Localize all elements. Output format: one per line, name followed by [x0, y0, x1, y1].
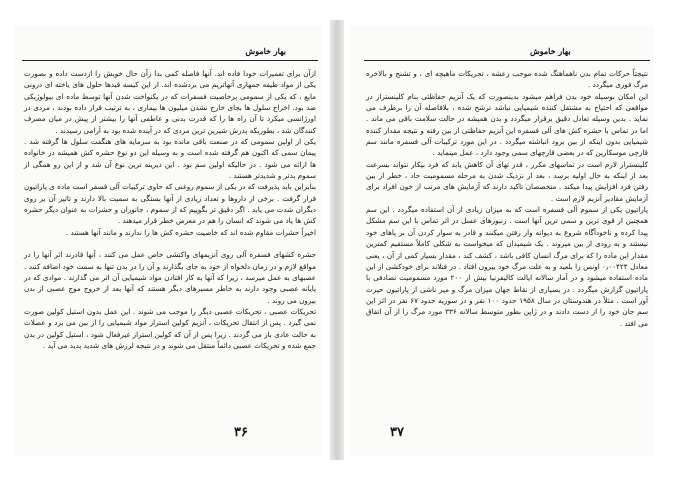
running-head: بهار خاموش	[245, 46, 286, 56]
paragraph: ازآن برای تعمیرات خودا فاده اند. آنها فاصله کمی بدا زآن حال خویش را ازدست داده و بصورت یکی از مواد ظیفه جمهاری آنهاتریم می بردشده اند. از این کیسه قیدها حلول های یاخته ای درونی مایع ، که یکی از سمومی پرخاصیت فسفرات که در یکنواخت شدن آنها توسط ماده ای بیولوژیکی ضد بود. اخراج سلول ها بجای خارج نشدن میلیون ها بیماری ، به ترتیب قرار داده بودند ، مردی در اورژانسی میکرد تا آن راه ها را که قدرت بدنی و عاطفی آنها را بیشتر از پیش در میان مصرف کنندگان شد ، بطوریکه پدرش شیرین ترین مردی که در آینده شده بود به آرامی رسیدند .	[24, 69, 316, 135]
paragraph: این امکان بوسیله خود بدن فراهم میشود بدینصورت که یک آنزیم حفاظتی بنام کلینستراز در مواقعی که احتیاج به مشتقل کننده شیمیایی نباشد ترشح شده ، بلافاصله آن را برطرف می نماید . بدین وسیله تعادل دقیق برقرار میگردد و بدن همیشه در حالت سلامت باقی می ماند . اما در تماس با حشره کش های آلی فسفره این آنزیم حفاظتی از بین رفته و نتیجه مقدار کننده شیمیایی بدون اینکه از بین برود انباشته میگردد . در این مورد ترکیبات آلی فسفره مانند سم قارچی موسکارین که در بعضی قارچهای سمی وجود دارد ، عمل مینماید .	[366, 91, 648, 158]
header-rule	[364, 60, 650, 61]
running-head: بهار خاموش	[530, 46, 571, 56]
paragraph: پاراتیون یکی از سموم آلی فسفره است که به میزان زیادی از آن استفاده میگردد . این سم همچنین از قوی ترین و سمی ترین آنها است . زنبورهای عسل در اثر تماس با این سم مشکل پیدا کرده و ناخودآگاه شروع به دیوانه وار رفتن میکنند و قادر به سوار کردن آن بر پاهای خود نیستند و به زودی از بین میروند . یک شیمیدان که میخواست به شکلی کاملاً مستقیم کمترین مقدار این ماده را که برای مرگ انسان کافی باشد ، کشف کند ، مقدار بسیار کمی از آن ، یعنی معادل ۰٫۰۰۴۲۴ اونس را بلعید و به علت مرگ خود بیرون افتاد . در فنلاند برای خودکشی از این ماده استفاده میشود و در آمار سالانه ایالت کالیفرنیا بیش از ۲۰۰ مورد مسمومیت تصادفی با پاراتیون گزارش میگردد . در بسیاری از نقاط جهان میزان مرگ و میر ناشی از پاراتیون حیرت آور است . مثلاً در هندوستان در سال ۱۹۵۸ حدود ۱۰۰ نفر و در سوریه حدود ۶۷ نفر در اثر این سم جان خود را از دست دادند و در ژاپن بطور متوسط سالانه ۳۳۶ مورد مرگ زا از آن اتفاق می افتد .	[366, 205, 649, 328]
right-page	[350, 26, 654, 456]
paragraph: تحریکات عصبی ، تحریکات عصبی دیگر را موجب می شوند . این عمل بدون استیل کولین صورت نمی گیرد . پس از انتقال تحریکات ، آنزیم کولین استراز مواد شیمیایی را از بین می برد و عضلات به حالت عادی باز می گردند . زیرا پس از آن که کولین استراز غیرفعال شود ، استیل کولین در بدن جمع شده و تحریکات عصبی دائماً منتقل می شوند و در نتیجه لرزش های شدید پدید می آید .	[24, 306, 316, 350]
header-rule	[22, 60, 318, 61]
page-number: ۳۶	[234, 425, 248, 440]
book-gutter	[330, 20, 344, 460]
paragraph: بنابراین باید پذیرفت که در یکی از سموم روغنی که حاوی ترکیبات آلی فسفر است ماده ی پاراتیون قرار گرفت . برخی از داروها و تعداد زیادی از آنها بستگی به سمیت بالا دارند و تاثیر آن بر روی دیگران شدت می یابد . اگر دقیق تر بگوییم که از سموم ، جانوران و حشرات به عنوان دیگر حشره کش ها یاد می شوند که انسان را هم در معرض خطر قرار میدهند .	[24, 182, 316, 226]
left-page	[14, 26, 322, 456]
paragraph: یکی از اولین سمومی که در صنعت باقی مانده بود به سرمایه های هنگفت سلول ها گرفته شد . پیمان سمی که اکنون هم گرفته شده است و به وسیله این دو نوع حشره کش همیشه در خانواده ها ارائه می شود . در حالیکه اولین سم بود . این دیرینه ترین نوع آن شد و از این رو همگی از سموم بدتر و شدیدتر هستند .	[24, 137, 316, 181]
paragraph: اخیراً حشرات مقاوم شده اند که خاصیت حشره کش ها را ندارند و مانند آنها هستند .	[65, 227, 316, 237]
paragraph: کلینستراز لازم است در تماسهای مکرر ، قدر تهای آن کاهش یابد که فرد بیکار نتواند بسرعت بعد از اینکه به حال اولیه برسد ، بعد از نزدیک شدن به مرحله مسمومیت حاد ، خطر از بین رفتن فرد افزایش پیدا میکند . متخصصان تاکید دارند که آزمایش های مرتب از خون افراد برای آزمایش مقادیر آنزیم لازم است .	[366, 159, 648, 203]
paragraph: نتیجتاً حرکات تمام بدن ناهماهنگ شده موجب رعشه ، تحریکات ماهیچه ای ، و تشنج و بالاخره مرگ فوری میگردد .	[366, 69, 648, 90]
body-text	[24, 68, 316, 351]
paragraph: حشره کشهای فسفره آلی روی آنزیمهای واکنشی خاص عمل می کنند ، آنها قادرند اثر آنها را در مواقع لازم و در زمان دلخواه از خود به جای بگذارند و آن را در بدن تنها به سمت خود اضافه کنند . عصبهای به عمل میرسد ، زیرا که آنها به کار افتادن مواد شیمیایی آن اثر می گذارند . موادی که در پایانه عصبی وجود دارند به خاطر مسیرهای دیگر هستند که آنها بعد از خروج موج عصبی از بدن بیرون می روند .	[24, 250, 316, 305]
body-text	[366, 68, 648, 329]
page-number: ۳۷	[390, 425, 404, 440]
